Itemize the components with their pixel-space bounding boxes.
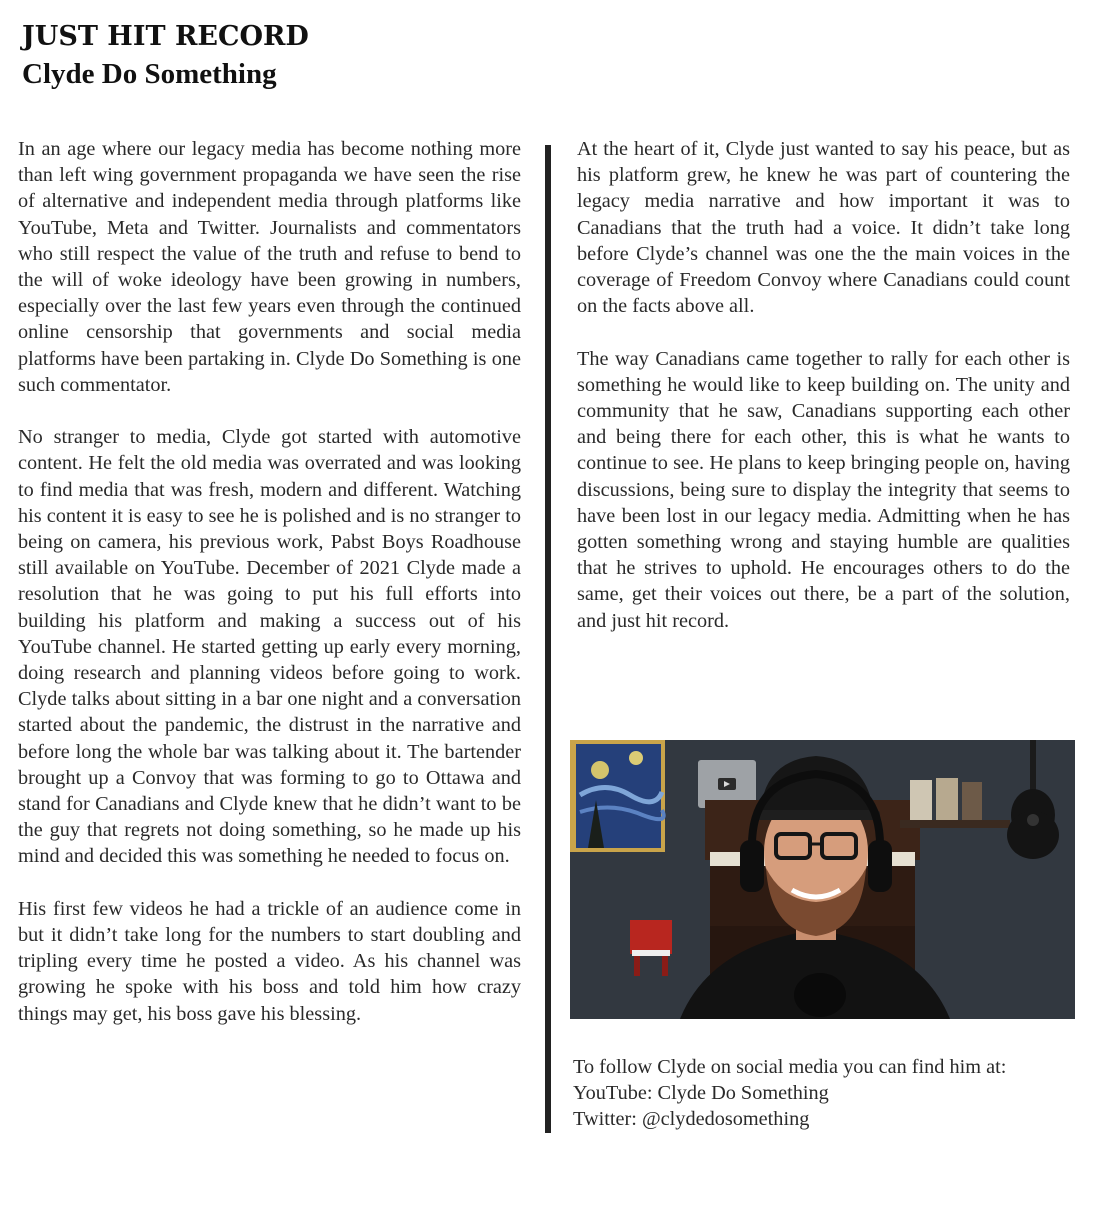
twitter-handle: Twitter: @clydedosomething [573,1108,810,1131]
right-column [577,136,1070,660]
paragraph: The way Canadians came together to rally for each other is something he would like to keep building on. The unity and community that he saw, Canadians supporting each other and being there for each other, this is what he wants to continue to see. He plans to keep bringing people on, having discussions, being sure to display the integrity that seems to have been lost in our legacy media. Admitting when he has gotten something wrong and staying humble are qualities that he strives to uphold. He encourages others to do the same, get their voices out there, be a part of the solution, and just hit record. [577,347,1070,632]
paragraph: His first few videos he had a trickle of an audience come in but it didn’t take long for the numbers to start doubling and tripling every time he posted a video. As his channel was growing he spoke with his boss and told him how crazy things may get, his boss gave his blessing. [18,897,521,1025]
social-intro: To follow Clyde on social media you can find him at: [573,1056,1007,1078]
article-header [22,18,309,92]
left-column [18,136,521,1053]
social-links [573,1054,1073,1133]
clyde-portrait-photo [570,740,1075,1019]
paragraph: At the heart of it, Clyde just wanted to say his peace, but as his platform grew, he knew he was part of countering the legacy media narrative and how important it was to Canadians that the truth had a voice. It didn’t take long before Clyde’s channel was one the the main voices in the coverage of Freedom Convoy where Canadians could count on the facts above all. [577,138,1070,318]
paragraph: No stranger to media, Clyde got started with automotive content. He felt the old media was overrated and was looking to find media that was fresh, modern and different. Watching his content it is easy to see he is polished and is no stranger to being on camera, his previous work, Pabst Boys Roadhouse still available on YouTube. December of 2021 Clyde made a resolution that he was going to put his full efforts into building his platform and making a success out of his YouTube channel. He started getting up early every morning, doing research and planning videos before going to work. Clyde talks about sitting in a bar one night and a conversation started about the pandemic, the distrust in the narrative and before long the whole bar was talking about it. The bartender brought up a Convoy that was forming to go to Ottawa and stand for Canadians and Clyde knew that he didn’t want to be the guy that regrets not doing something, so he made up his mind and decided this was something he needed to focus on. [18,426,521,868]
article-title: Clyde Do Something [22,58,277,90]
article-kicker: JUST HIT RECORD [22,21,309,52]
youtube-handle: YouTube: Clyde Do Something [573,1082,829,1105]
column-divider [545,145,551,1133]
painting [570,740,665,852]
paragraph: In an age where our legacy media has become nothing more than left wing government propaganda we have seen the rise of alternative and independent media through platforms like YouTube, Meta and Twitter. Journalists and commentators who still respect the value of the truth and refuse to bend to the will of woke ideology have been growing in numbers, especially over the last few years even through the continued online censorship that governments and social media platforms have been partaking in. Clyde Do Something is one such commentator. [18,138,521,396]
